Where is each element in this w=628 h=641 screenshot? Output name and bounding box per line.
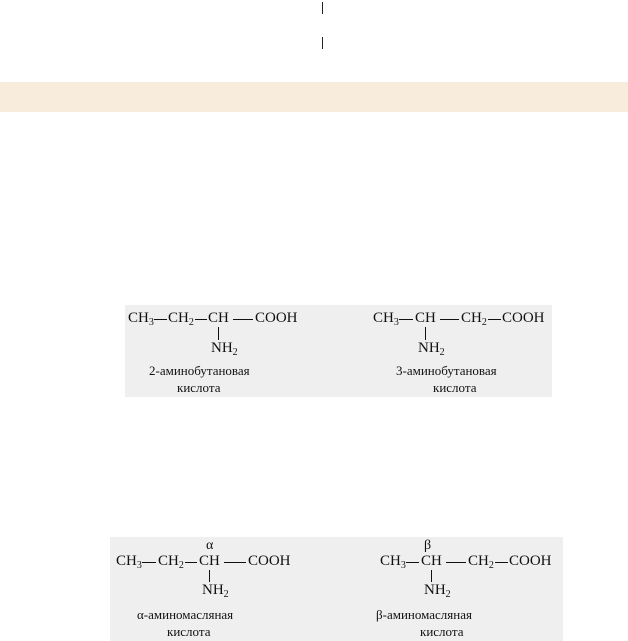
divider-tick-top [322,2,323,14]
diagram-aminobutyric-acids [110,537,563,641]
formula-ch: CH [415,310,436,326]
bond-line [142,562,156,563]
caption-line2: кислота [177,380,221,395]
formula-ch: CH [421,553,442,569]
beta-label: β [424,538,432,553]
bond-line [495,562,508,563]
formula-ch: CH [208,310,229,326]
formula-cooh: COOH [509,553,552,569]
caption-line1: 2-аминобутановая [149,363,250,378]
caption-line1: 3-аминобутановая [396,363,497,378]
caption-line2: кислота [167,624,211,639]
formula-ch2: $CH_2$ [168,310,194,328]
formula-ch3: $CH_3$ [116,553,142,571]
formula-cooh: COOH [255,310,298,326]
bond-line [185,562,197,563]
formula-ch3: $CH_3$ [380,553,406,571]
formula-nh2: $NH_2$ [418,340,445,358]
divider-tick-bottom [322,37,323,49]
bond-line [446,562,466,563]
bond-line [195,319,207,320]
formula-ch2: $CH_2$ [468,553,494,571]
formula-nh2: $NH_2$ [202,582,229,600]
caption-line2: кислота [433,380,477,395]
bond-vertical [218,327,219,340]
bond-line [440,319,459,320]
bond-line [233,319,253,320]
highlight-band [0,82,628,112]
bond-line [399,319,413,320]
bond-vertical [425,327,426,340]
bond-line [224,562,246,563]
formula-nh2: $NH_2$ [424,582,451,600]
formula-nh2: $NH_2$ [211,340,238,358]
formula-cooh: COOH [248,553,291,569]
formula-ch3: $CH_3$ [128,310,154,328]
bond-vertical [209,570,210,582]
bond-line [154,319,167,320]
caption-line1: β-аминомасляная [376,607,472,622]
alpha-label: α [206,538,214,553]
diagram-aminobutanoic-acids [125,305,552,397]
formula-ch: CH [199,553,220,569]
formula-cooh: COOH [502,310,545,326]
bond-line [488,319,501,320]
formula-ch2: $CH_2$ [158,553,184,571]
caption-line1: α-аминомасляная [137,607,234,622]
formula-ch3: $CH_3$ [373,310,399,328]
bond-line [406,562,419,563]
formula-ch2: $CH_2$ [461,310,487,328]
caption-line2: кислота [420,624,464,639]
bond-vertical [431,570,432,582]
